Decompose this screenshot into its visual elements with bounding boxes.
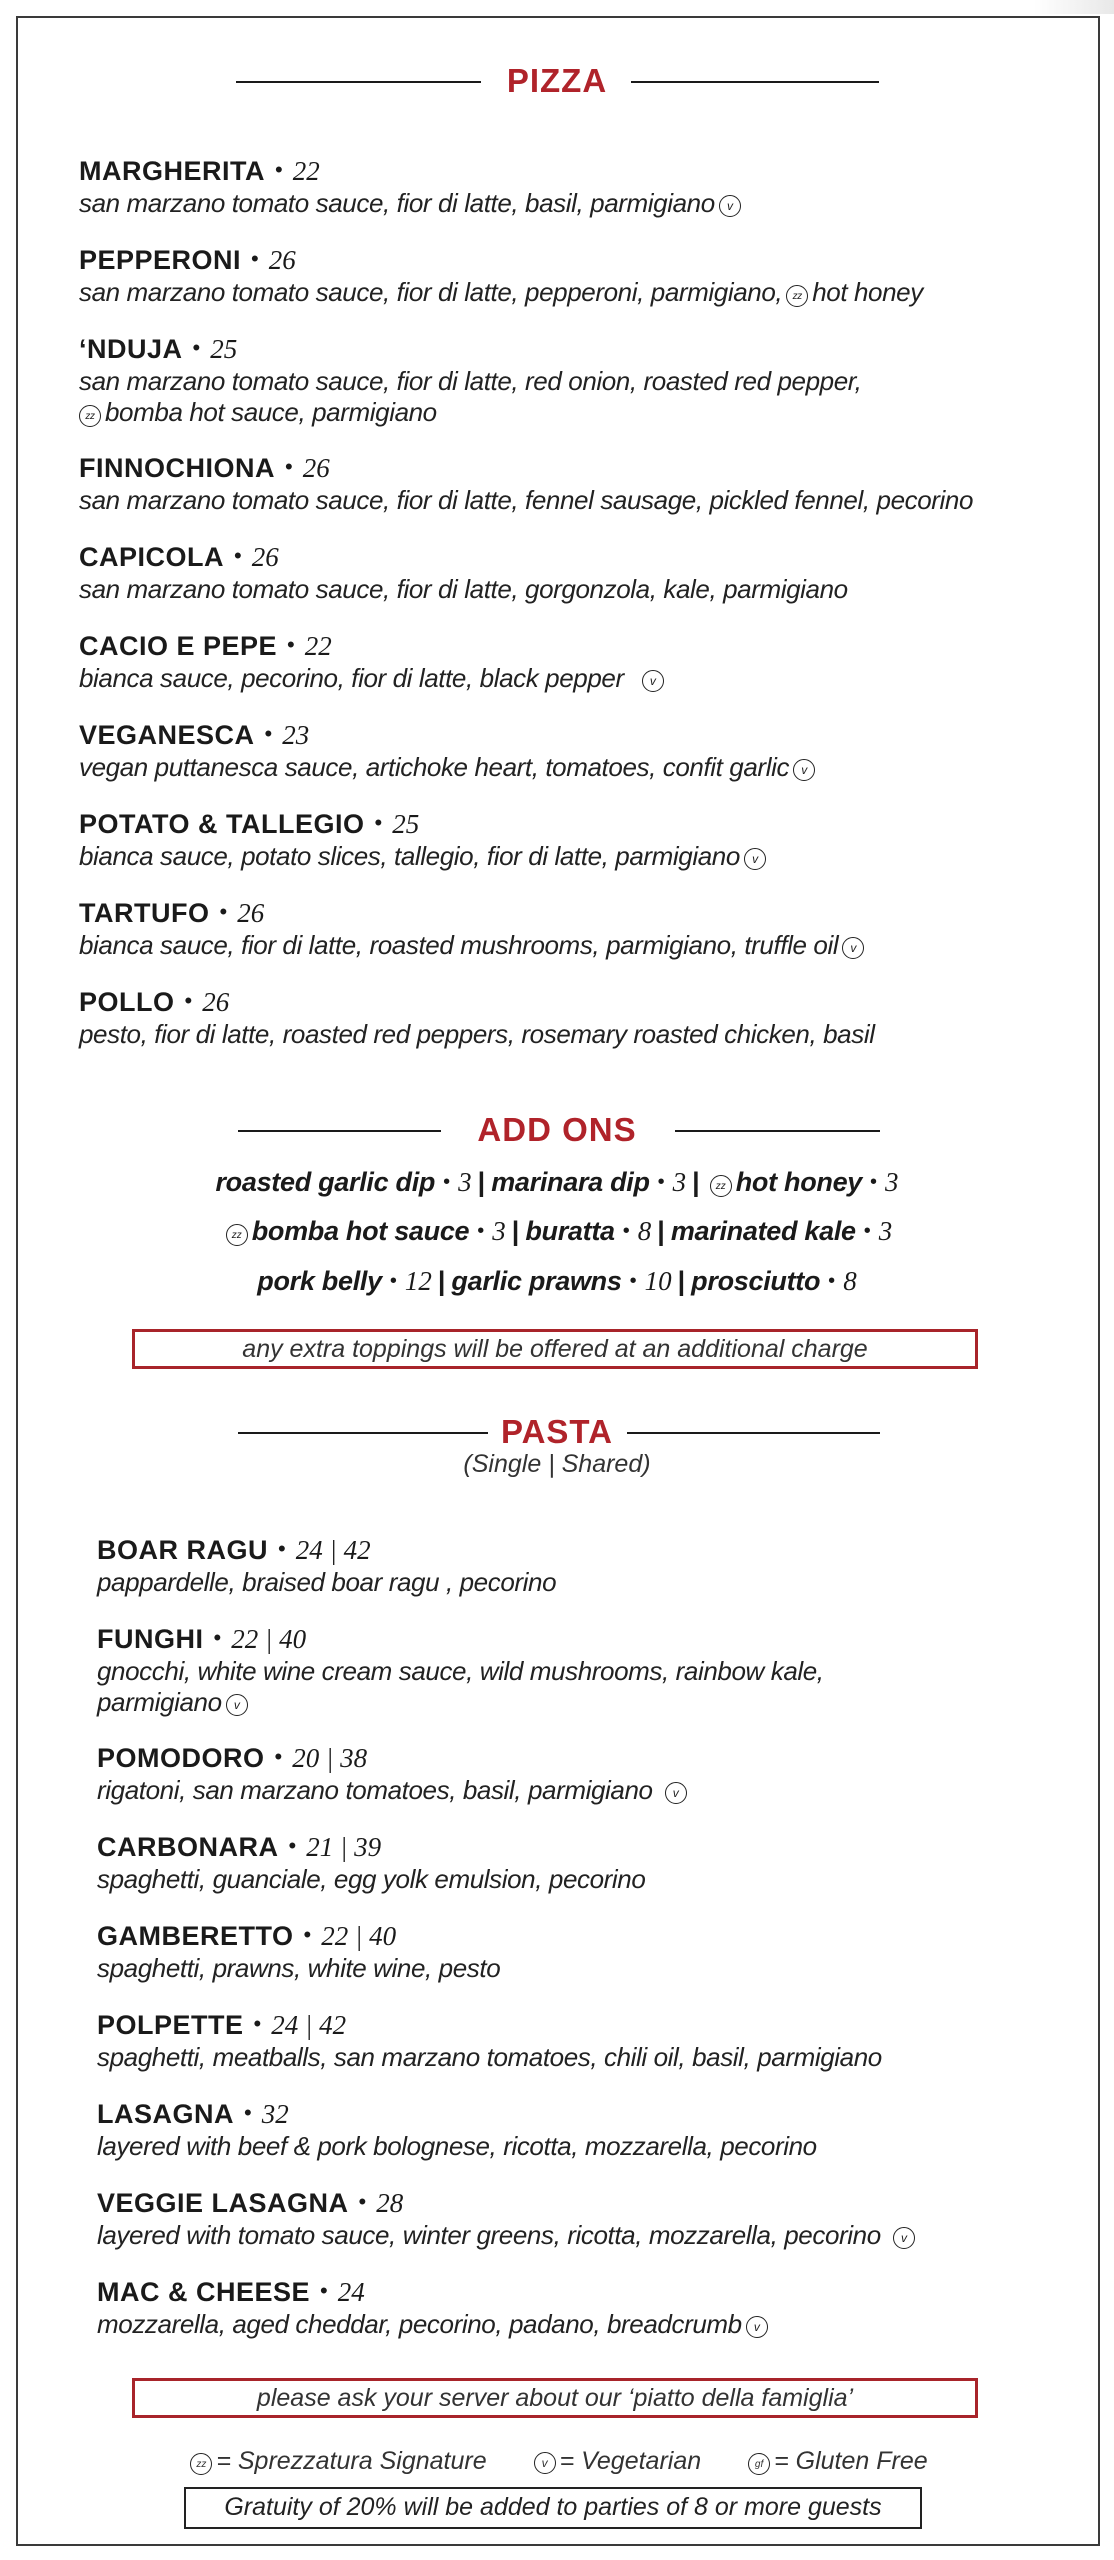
item-name: FUNGHI — [97, 1624, 204, 1654]
item-description-cont: bomba hot sauce, parmigiano — [105, 397, 437, 427]
addon-name: marinara dip — [491, 1167, 650, 1197]
item-description-cont: hot honey — [812, 277, 923, 307]
pasta-item-pomodoro — [97, 1740, 1107, 1806]
item-name: FINNOCHIONA — [79, 453, 275, 483]
pizza-item-potato-tallegio — [79, 806, 1089, 872]
item-price: 24 | 42 — [295, 1535, 371, 1565]
bullet-dot-icon: • — [278, 1536, 286, 1561]
pasta-item-funghi — [97, 1621, 1107, 1718]
item-name: POLPETTE — [97, 2010, 244, 2040]
item-description: san marzano tomato sauce, fior di latte, pepperoni, parmigiano, — [79, 277, 783, 307]
item-price: 21 | 39 — [306, 1832, 382, 1862]
item-price: 26 — [237, 898, 265, 928]
legend-vegetarian — [530, 2447, 702, 2475]
item-description: layered with beef & pork bolognese, ricotta, mozzarella, pecorino — [97, 2131, 817, 2161]
item-price: 22 | 40 — [321, 1921, 397, 1951]
item-name: MAC & CHEESE — [97, 2277, 311, 2307]
vegetarian-icon: v — [665, 1782, 687, 1804]
pizza-heading — [0, 62, 1114, 100]
bullet-dot-icon: • — [213, 1625, 222, 1650]
bullet-dot-icon: • — [219, 899, 228, 924]
pasta-item-gamberetto — [97, 1918, 1107, 1984]
item-description: bianca sauce, pecorino, fior di latte, black pepper — [79, 663, 624, 693]
bullet-dot-icon: • — [253, 2011, 262, 2036]
pizza-item-margherita — [79, 153, 1089, 219]
item-price: 22 | 40 — [231, 1624, 307, 1654]
bullet-dot-icon: • — [285, 454, 293, 479]
item-price: 26 — [251, 542, 279, 572]
item-price: 24 — [337, 2277, 365, 2307]
item-price: 20 | 38 — [292, 1743, 368, 1773]
item-description: spaghetti, guanciale, egg yolk emulsion, pecorino — [97, 1864, 646, 1894]
bullet-dot-icon: • — [303, 1922, 312, 1947]
item-price: 26 — [302, 453, 330, 483]
item-name: TARTUFO — [79, 898, 210, 928]
bullet-dot-icon: • — [374, 810, 383, 835]
pizza-item-nduja — [79, 331, 1089, 428]
item-price: 32 — [261, 2099, 289, 2129]
item-name: LASAGNA — [97, 2099, 234, 2129]
separator-bar: | — [657, 1216, 665, 1246]
separator-bar: | — [437, 1266, 446, 1296]
vegetarian-icon: v — [893, 2227, 915, 2249]
item-description: rigatoni, san marzano tomatoes, basil, parmigiano — [97, 1775, 653, 1805]
item-description: spaghetti, meatballs, san marzano tomatoes, chili oil, basil, parmigiano — [97, 2042, 882, 2072]
addon-price: 8 — [637, 1216, 652, 1246]
addon-name: buratta — [525, 1216, 615, 1246]
legend-signature-label: = Sprezzatura Signature — [216, 2447, 487, 2475]
pasta-heading — [0, 1413, 1114, 1451]
dietary-legend — [0, 2447, 1114, 2476]
signature-icon: zz — [226, 1224, 248, 1246]
heading-rule-right — [675, 1130, 880, 1132]
addon-name: prosciutto — [691, 1266, 821, 1296]
addon-price: 3 — [672, 1167, 687, 1197]
pasta-item-lasagna — [97, 2096, 1107, 2162]
item-description-cont: parmigiano — [97, 1687, 222, 1717]
pasta-subtitle: (Single | Shared) — [463, 1450, 651, 1478]
vegetarian-icon: v — [746, 2316, 768, 2338]
addon-name: marinated kale — [670, 1216, 856, 1246]
addon-name: bomba hot sauce — [251, 1216, 470, 1246]
bullet-dot-icon: • — [264, 721, 273, 746]
item-description: bianca sauce, potato slices, tallegio, fior di latte, parmigiano — [79, 841, 740, 871]
item-name: MARGHERITA — [79, 156, 265, 186]
item-name: BOAR RAGU — [97, 1535, 268, 1565]
pizza-title: PIZZA — [506, 62, 608, 99]
bullet-dot-icon: • — [274, 1744, 283, 1769]
addon-price: 12 — [404, 1266, 432, 1296]
extra-toppings-notice: any extra toppings will be offered at an additional charge — [132, 1329, 978, 1369]
item-price: 24 | 42 — [271, 2010, 347, 2040]
pizza-item-veganesca — [79, 717, 1089, 783]
piatto-famiglia-notice: please ask your server about our ‘piatto della famiglia’ — [132, 2378, 978, 2418]
addon-price: 3 — [458, 1167, 472, 1197]
signature-icon: zz — [710, 1175, 732, 1197]
item-price: 25 — [210, 334, 238, 364]
bullet-dot-icon: • — [288, 1833, 297, 1858]
addon-price: 3 — [885, 1167, 899, 1197]
item-name: GAMBERETTO — [97, 1921, 294, 1951]
item-description: san marzano tomato sauce, fior di latte, gorgonzola, kale, parmigiano — [79, 574, 848, 604]
pasta-item-polpette — [97, 2007, 1107, 2073]
item-description: pesto, fior di latte, roasted red peppers, rosemary roasted chicken, basil — [79, 1019, 875, 1049]
item-price: 22 — [304, 631, 332, 661]
addon-name: garlic prawns — [451, 1266, 622, 1296]
item-name: CACIO E PEPE — [79, 631, 278, 661]
vegetarian-icon: v — [744, 848, 766, 870]
vegetarian-icon: v — [842, 937, 864, 959]
bullet-dot-icon: • — [274, 157, 283, 182]
heading-rule-right — [627, 1432, 880, 1434]
separator-bar: | — [677, 1266, 686, 1296]
item-name: ‘NDUJA — [79, 334, 183, 364]
item-price: 25 — [392, 809, 420, 839]
vegetarian-icon: v — [226, 1694, 248, 1716]
bullet-dot-icon: • — [244, 2100, 252, 2125]
page-corner-shadow — [1034, 0, 1114, 14]
item-name: PEPPERONI — [79, 245, 242, 275]
vegetarian-icon: v — [534, 2452, 556, 2474]
addons-line-1 — [0, 1165, 1114, 1199]
pasta-item-carbonara — [97, 1829, 1107, 1895]
pizza-item-pepperoni — [79, 242, 1089, 308]
item-price: 22 — [292, 156, 320, 186]
item-name: POMODORO — [97, 1743, 265, 1773]
bullet-dot-icon: • — [622, 1220, 630, 1242]
legend-gluten-free — [744, 2447, 928, 2475]
pizza-item-capicola — [79, 539, 1089, 605]
legend-signature — [186, 2447, 486, 2475]
bullet-dot-icon: • — [443, 1171, 451, 1193]
item-name: VEGGIE LASAGNA — [97, 2188, 349, 2218]
item-price: 23 — [282, 720, 310, 750]
pasta-title: PASTA — [501, 1413, 613, 1450]
addons-line-3 — [0, 1264, 1114, 1298]
pasta-item-boar-ragu — [97, 1532, 1107, 1598]
separator-bar: | — [692, 1167, 700, 1197]
item-name: VEGANESCA — [79, 720, 255, 750]
item-description: gnocchi, white wine cream sauce, wild mushrooms, rainbow kale, — [97, 1656, 824, 1686]
legend-gluten-free-label: = Gluten Free — [774, 2447, 928, 2475]
item-description: san marzano tomato sauce, fior di latte, fennel sausage, pickled fennel, pecorino — [79, 485, 974, 515]
item-name: CARBONARA — [97, 1832, 279, 1862]
pizza-item-pollo — [79, 984, 1089, 1050]
item-name: CAPICOLA — [79, 542, 224, 572]
addon-price: 8 — [843, 1266, 857, 1296]
bullet-dot-icon: • — [828, 1270, 836, 1292]
pizza-item-cacio-e-pepe — [79, 628, 1089, 694]
addon-price: 3 — [492, 1216, 506, 1246]
item-price: 26 — [202, 987, 230, 1017]
bullet-dot-icon: • — [629, 1270, 637, 1292]
pasta-item-veggie-lasagna — [97, 2185, 1107, 2251]
item-description: bianca sauce, fior di latte, roasted mushrooms, parmigiano, truffle oil — [79, 930, 839, 960]
bullet-dot-icon: • — [251, 246, 259, 271]
item-price: 26 — [268, 245, 296, 275]
gratuity-notice: Gratuity of 20% will be added to parties of 8 or more guests — [184, 2487, 922, 2529]
item-description: san marzano tomato sauce, fior di latte, red onion, roasted red pepper, — [79, 366, 862, 396]
separator-bar: | — [511, 1216, 520, 1246]
pizza-item-tartufo — [79, 895, 1089, 961]
addon-price: 10 — [644, 1266, 672, 1296]
item-name: POTATO & TALLEGIO — [79, 809, 365, 839]
heading-rule-left — [238, 1130, 441, 1132]
bullet-dot-icon: • — [870, 1171, 878, 1193]
addon-name: pork belly — [257, 1266, 382, 1296]
bullet-dot-icon: • — [184, 988, 193, 1013]
legend-vegetarian-label: = Vegetarian — [559, 2447, 702, 2475]
item-description: spaghetti, prawns, white wine, pesto — [97, 1953, 501, 1983]
vegetarian-icon: v — [642, 670, 664, 692]
addon-name: hot honey — [735, 1167, 863, 1197]
bullet-dot-icon: • — [192, 335, 201, 360]
bullet-dot-icon: • — [234, 543, 242, 568]
signature-icon: zz — [79, 405, 101, 427]
signature-icon: zz — [786, 285, 808, 307]
addon-name: roasted garlic dip — [215, 1167, 436, 1197]
heading-rule-left — [238, 1432, 488, 1434]
vegetarian-icon: v — [793, 759, 815, 781]
bullet-dot-icon: • — [657, 1171, 665, 1193]
separator-bar: | — [477, 1167, 486, 1197]
item-description: pappardelle, braised boar ragu , pecorino — [97, 1567, 557, 1597]
addon-price: 3 — [878, 1216, 893, 1246]
item-name: POLLO — [79, 987, 175, 1017]
item-price: 28 — [376, 2188, 404, 2218]
pizza-item-finnochiona — [79, 450, 1089, 516]
bullet-dot-icon: • — [863, 1220, 871, 1242]
bullet-dot-icon: • — [477, 1220, 485, 1242]
bullet-dot-icon: • — [358, 2189, 367, 2214]
bullet-dot-icon: • — [320, 2278, 328, 2303]
item-description: mozzarella, aged cheddar, pecorino, padano, breadcrumb — [97, 2309, 742, 2339]
item-description: vegan puttanesca sauce, artichoke heart, tomatoes, confit garlic — [79, 752, 790, 782]
item-description: layered with tomato sauce, winter greens, ricotta, mozzarella, pecorino — [97, 2220, 881, 2250]
bullet-dot-icon: • — [389, 1270, 397, 1292]
vegetarian-icon: v — [719, 195, 741, 217]
bullet-dot-icon: • — [287, 632, 295, 657]
item-description: san marzano tomato sauce, fior di latte, basil, parmigiano — [79, 188, 715, 218]
pasta-item-mac-and-cheese — [97, 2274, 1107, 2340]
heading-rule-left — [236, 81, 481, 83]
addons-line-2 — [0, 1214, 1114, 1248]
signature-icon: zz — [190, 2453, 212, 2475]
addons-heading — [0, 1111, 1114, 1149]
gluten-free-icon: gf — [748, 2453, 770, 2475]
heading-rule-right — [631, 81, 879, 83]
addons-title: ADD ONS — [477, 1111, 637, 1148]
